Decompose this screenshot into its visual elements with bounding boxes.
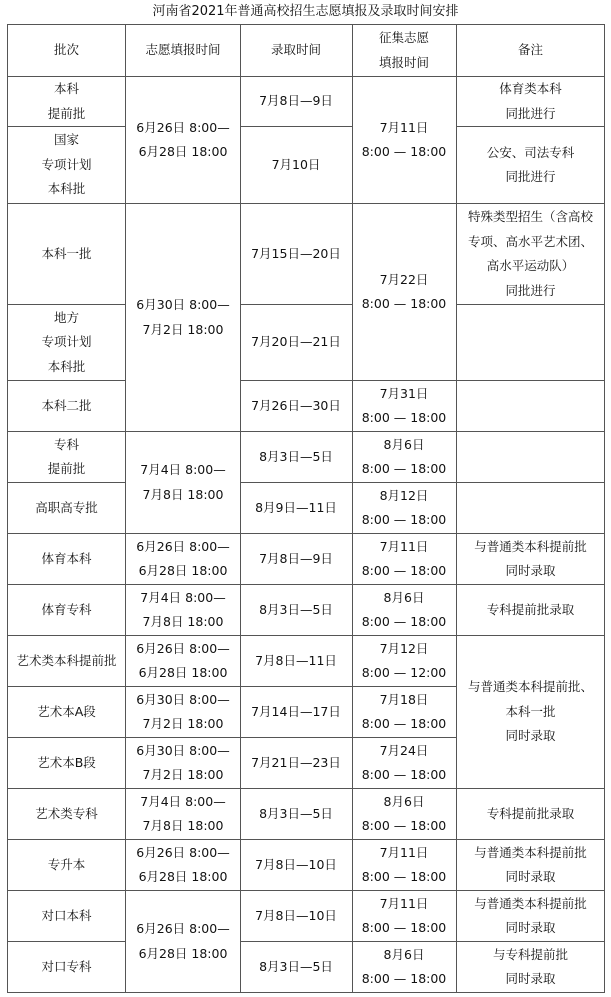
cell-fill-time <box>126 840 240 890</box>
cell-text-line: 8月6日 <box>383 436 425 452</box>
cell-batch <box>7 738 126 788</box>
cell-batch <box>7 891 126 941</box>
cell-text-line: 对口专科 <box>41 958 92 974</box>
cell-text-line: 本科一批 <box>41 245 92 261</box>
cell-text-line: 7月14日—17日 <box>251 703 341 719</box>
cell-text-line: 艺术本A段 <box>37 703 96 719</box>
cell-text-line: 8月6日 <box>383 793 425 809</box>
cell-batch <box>7 77 126 126</box>
cell-text-line: 本科批 <box>47 181 86 197</box>
cell-text-line: 7月8日—9日 <box>259 93 333 109</box>
cell-text-line: 与普通类本科提前批、 <box>467 679 593 695</box>
cell-text-line: 6月28日 18:00 <box>138 563 228 578</box>
cell-text-line: 7月4日 8:00— <box>140 589 226 605</box>
cell-text-line: 7月18日 <box>379 691 429 707</box>
header-admit-time: 录取时间 <box>270 42 321 58</box>
cell-batch <box>7 534 126 584</box>
cell-text-line: 6月28日 18:00 <box>138 665 228 680</box>
cell-text-line: 提前批 <box>47 461 86 476</box>
cell-text-line: 7月4日 8:00— <box>140 793 226 809</box>
cell-text-line: 专科提前批录取 <box>486 805 575 821</box>
cell-admit-time <box>240 585 352 635</box>
header-collect-fill-time: 征集志愿 填报时间 <box>378 30 429 70</box>
cell-notes <box>456 891 605 941</box>
cell-text-line: 本科 <box>53 81 79 96</box>
cell-collect-time <box>352 585 456 635</box>
cell-text-line: 6月28日 18:00 <box>138 144 228 159</box>
cell-batch <box>7 432 126 482</box>
cell-notes <box>456 840 605 890</box>
cell-text-line: 7月11日 <box>379 895 429 911</box>
cell-notes <box>456 204 605 304</box>
cell-notes <box>456 636 605 788</box>
cell-admit-time <box>240 942 352 992</box>
cell-collect-time <box>352 534 456 584</box>
cell-text-line: 与普通类本科提前批 <box>474 844 587 860</box>
cell-notes <box>456 789 605 839</box>
cell-text-line: 8月3日—5日 <box>259 805 333 821</box>
cell-text-line: 8:00 — 18:00 <box>361 614 447 629</box>
cell-text-line: 6月28日 18:00 <box>138 945 228 961</box>
cell-text-line: 提前批 <box>47 105 86 121</box>
cell-collect-time <box>352 636 456 686</box>
cell-admit-time <box>240 789 352 839</box>
cell-text-line: 7月8日—11日 <box>255 652 337 668</box>
cell-text-line: 7月31日 <box>379 385 429 401</box>
cell-fill-time <box>126 432 240 533</box>
cell-text-line: 7月11日 <box>379 119 429 135</box>
cell-text-line: 7月24日 <box>379 742 429 758</box>
cell-text-line: 7月2日 18:00 <box>142 321 224 337</box>
cell-text-line: 本科批 <box>47 358 86 374</box>
cell-fill-time <box>126 789 240 839</box>
cell-text-line: 7月22日 <box>379 271 429 287</box>
cell-text-line: 同时录取 <box>505 728 556 744</box>
cell-text-line: 体育专科 <box>41 601 92 617</box>
cell-batch <box>7 585 126 635</box>
header-fill-time: 志愿填报时间 <box>145 42 221 58</box>
cell-text-line: 专项、高水平艺术团、 <box>467 233 593 249</box>
cell-text-line: 高水平运动队） <box>486 258 575 273</box>
cell-text-line: 同时录取 <box>505 971 556 986</box>
cell-text-line: 专项计划 <box>41 156 92 172</box>
cell-text-line: 艺术类本科提前批 <box>16 652 117 668</box>
cell-text-line: 专科提前批录取 <box>486 601 575 617</box>
cell-collect-time <box>352 789 456 839</box>
cell-text-line: 同批进行 <box>505 282 556 298</box>
cell-notes <box>456 77 605 126</box>
cell-notes <box>456 534 605 584</box>
cell-batch <box>7 381 126 431</box>
cell-text-line: 8:00 — 18:00 <box>361 144 447 159</box>
cell-text-line: 6月26日 8:00— <box>136 844 230 860</box>
cell-fill-time <box>126 636 240 686</box>
cell-text-line: 8月6日 <box>383 589 425 605</box>
cell-fill-time <box>126 77 240 203</box>
table-border-bottom <box>7 992 605 993</box>
cell-text-line: 7月21日—23日 <box>251 754 341 770</box>
cell-collect-time <box>352 432 456 482</box>
cell-admit-time <box>240 483 352 533</box>
cell-text-line: 8月3日—5日 <box>259 448 333 464</box>
cell-collect-time <box>352 204 456 380</box>
schedule-table <box>7 24 605 993</box>
cell-text-line: 6月26日 8:00— <box>136 119 230 135</box>
cell-text-line: 7月8日—9日 <box>259 550 333 566</box>
cell-text-line: 专科 <box>53 436 79 452</box>
cell-admit-time <box>240 687 352 737</box>
cell-notes <box>456 585 605 635</box>
cell-text-line: 地方 <box>53 309 79 325</box>
cell-text-line: 7月15日—20日 <box>251 245 341 261</box>
cell-text-line: 与专科提前批 <box>492 946 568 962</box>
cell-text-line: 与普通类本科提前批 <box>474 895 587 911</box>
cell-text-line: 同时录取 <box>505 920 556 935</box>
cell-text-line: 7月8日—10日 <box>255 907 337 923</box>
cell-collect-time <box>352 381 456 431</box>
cell-admit-time <box>240 432 352 482</box>
cell-text-line: 国家 <box>53 132 79 148</box>
cell-text-line: 7月2日 18:00 <box>142 716 224 731</box>
cell-text-line: 高职高专批 <box>35 499 98 515</box>
cell-text-line: 7月10日 <box>271 156 321 172</box>
cell-text-line: 公安、司法专科 <box>486 144 575 160</box>
cell-admit-time <box>240 305 352 380</box>
cell-collect-time <box>352 483 456 533</box>
cell-batch <box>7 483 126 533</box>
header-notes: 备注 <box>517 42 543 58</box>
cell-text-line: 本科一批 <box>505 703 556 719</box>
cell-text-line: 8:00 — 18:00 <box>361 296 447 311</box>
cell-batch <box>7 687 126 737</box>
cell-notes <box>456 127 605 203</box>
cell-text-line: 8月3日—5日 <box>259 601 333 617</box>
cell-collect-time <box>352 891 456 941</box>
cell-text-line: 专升本 <box>47 856 86 872</box>
cell-admit-time <box>240 840 352 890</box>
cell-text-line: 艺术本B段 <box>37 754 96 770</box>
cell-fill-time <box>126 534 240 584</box>
cell-admit-time <box>240 204 352 304</box>
cell-admit-time <box>240 127 352 203</box>
cell-batch <box>7 840 126 890</box>
cell-fill-time <box>126 891 240 992</box>
cell-text-line: 6月26日 8:00— <box>136 640 230 656</box>
cell-text-line: 8:00 — 18:00 <box>361 563 447 578</box>
cell-text-line: 7月11日 <box>379 844 429 860</box>
cell-text-line: 6月28日 18:00 <box>138 869 228 884</box>
cell-text-line: 7月8日 18:00 <box>142 614 224 629</box>
cell-text-line: 本科二批 <box>41 397 92 413</box>
cell-text-line: 体育类本科 <box>499 81 562 96</box>
cell-collect-time <box>352 942 456 992</box>
cell-text-line: 8:00 — 18:00 <box>361 410 447 425</box>
cell-text-line: 7月2日 18:00 <box>142 767 224 782</box>
cell-batch <box>7 789 126 839</box>
cell-text-line: 8月3日—5日 <box>259 958 333 974</box>
cell-batch <box>7 305 126 380</box>
cell-text-line: 8月9日—11日 <box>255 499 337 515</box>
cell-text-line: 7月8日—10日 <box>255 856 337 872</box>
cell-text-line: 6月26日 8:00— <box>136 921 230 936</box>
cell-admit-time <box>240 636 352 686</box>
cell-text-line: 体育本科 <box>41 550 92 566</box>
cell-batch <box>7 127 126 203</box>
cell-notes <box>456 942 605 992</box>
cell-text-line: 特殊类型招生（含高校 <box>467 209 593 224</box>
cell-text-line: 8:00 — 18:00 <box>361 716 447 731</box>
cell-text-line: 同时录取 <box>505 563 556 578</box>
cell-text-line: 8:00 — 18:00 <box>361 461 447 476</box>
cell-admit-time <box>240 77 352 126</box>
cell-fill-time <box>126 585 240 635</box>
cell-batch <box>7 204 126 304</box>
cell-text-line: 8月12日 <box>379 487 429 503</box>
cell-text-line: 7月8日 18:00 <box>142 486 224 502</box>
cell-fill-time <box>126 204 240 431</box>
cell-text-line: 6月30日 8:00— <box>136 691 230 707</box>
cell-text-line: 艺术类专科 <box>35 805 98 821</box>
cell-text-line: 8:00 — 18:00 <box>361 869 447 884</box>
cell-admit-time <box>240 738 352 788</box>
cell-text-line: 同时录取 <box>505 869 556 884</box>
row-divider <box>456 304 605 305</box>
cell-fill-time <box>126 738 240 788</box>
cell-text-line: 同批进行 <box>505 169 556 184</box>
cell-text-line: 与普通类本科提前批 <box>474 538 587 554</box>
cell-admit-time <box>240 891 352 941</box>
cell-admit-time <box>240 534 352 584</box>
cell-text-line: 7月26日—30日 <box>251 397 341 413</box>
cell-admit-time <box>240 381 352 431</box>
cell-text-line: 6月30日 8:00— <box>136 742 230 758</box>
cell-batch <box>7 636 126 686</box>
cell-collect-time <box>352 687 456 737</box>
cell-collect-time <box>352 77 456 203</box>
cell-fill-time <box>126 687 240 737</box>
cell-text-line: 8:00 — 18:00 <box>361 971 447 986</box>
header-batch: 批次 <box>53 42 79 58</box>
cell-text-line: 7月11日 <box>379 538 429 554</box>
cell-text-line: 8:00 — 18:00 <box>361 512 447 527</box>
cell-text-line: 6月30日 8:00— <box>136 297 230 312</box>
cell-text-line: 7月20日—21日 <box>251 334 341 350</box>
cell-text-line: 8:00 — 18:00 <box>361 767 447 782</box>
cell-text-line: 对口本科 <box>41 907 92 923</box>
cell-text-line: 7月12日 <box>379 640 429 656</box>
cell-text-line: 8月6日 <box>383 946 425 962</box>
cell-text-line: 7月8日 18:00 <box>142 818 224 833</box>
cell-batch <box>7 942 126 992</box>
cell-text-line: 8:00 — 12:00 <box>361 665 447 680</box>
cell-text-line: 7月4日 8:00— <box>140 462 226 477</box>
cell-collect-time <box>352 738 456 788</box>
page-title: 河南省2021年普通高校招生志愿填报及录取时间安排 <box>152 4 459 19</box>
cell-collect-time <box>352 840 456 890</box>
cell-text-line: 8:00 — 18:00 <box>361 920 447 935</box>
cell-text-line: 8:00 — 18:00 <box>361 818 447 833</box>
cell-text-line: 6月26日 8:00— <box>136 538 230 554</box>
cell-text-line: 同批进行 <box>505 105 556 121</box>
cell-text-line: 专项计划 <box>41 334 92 350</box>
